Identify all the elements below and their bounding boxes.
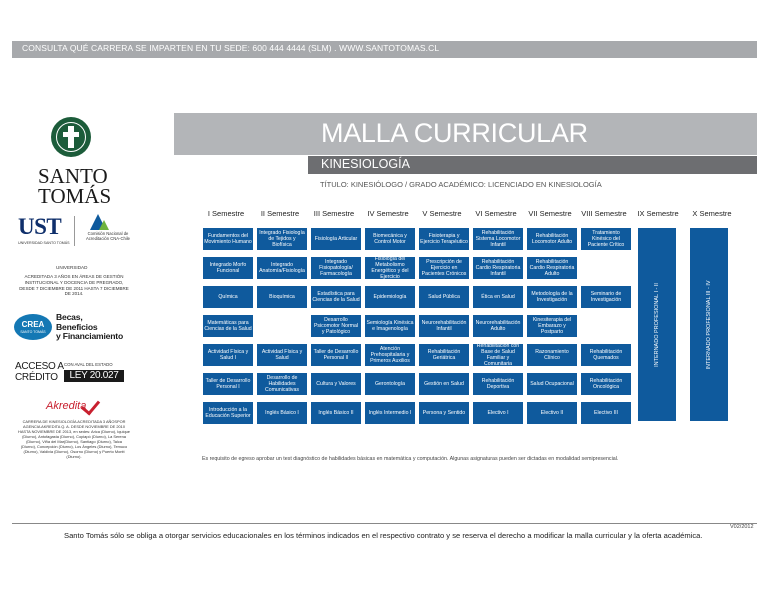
course-box: Neurorehabilitación Infantil xyxy=(419,315,469,337)
course-box: Rehabilitación Cardio Respiratoria Adulto xyxy=(527,257,577,279)
footer-divider xyxy=(12,523,757,524)
becas-line: Beneficios xyxy=(56,321,98,332)
course-box: Rehabilitación con Base de Salud Familiar y Comunitaria xyxy=(473,344,523,366)
acceso-line: CRÉDITO xyxy=(15,372,58,383)
crea-text: CREA xyxy=(21,320,45,329)
cna-name: Comisión Nacional de Acreditación CNA-Chile xyxy=(86,231,130,241)
course-box: Cultura y Valores xyxy=(311,373,361,395)
internship-label: INTERNADO PROFESIONAL I - II xyxy=(654,282,660,367)
course-box: Desarrollo Psicomotor Normal y Patológico xyxy=(311,315,361,337)
crea-logo xyxy=(14,314,52,340)
santo-tomas-seal-icon xyxy=(51,117,91,157)
course-box: Integrado Morfo Funcional xyxy=(203,257,253,279)
becas-line: Becas, xyxy=(56,312,83,322)
course-box: Fisiología Articular xyxy=(311,228,361,250)
akredita-logo: Akredita xyxy=(46,400,87,412)
ust-logo: UST xyxy=(18,214,62,239)
course-box: Inglés Básico I xyxy=(257,402,307,424)
course-box: Integrado Fisiopatología/ Farmacología xyxy=(311,257,361,279)
course-box: Prescripción de Ejercicio en Pacientes Crónicos xyxy=(419,257,469,279)
course-box: Desarrollo de Habilidades Comunicativas xyxy=(257,373,307,395)
course-box: Gestión en Salud xyxy=(419,373,469,395)
semester-header: VIII Semestre xyxy=(581,209,627,218)
course-box: Semiología Kinésica e Imagenología xyxy=(365,315,415,337)
course-box: Tratamiento Kinésico del Paciente Crítico xyxy=(581,228,631,250)
course-box: Seminario de Investigación xyxy=(581,286,631,308)
semester-header: III Semestre xyxy=(313,209,355,218)
course-box: Metodología de la Investigación xyxy=(527,286,577,308)
course-box: Rehabilitación Oncológica xyxy=(581,373,631,395)
semester-header: X Semestre xyxy=(692,209,732,218)
course-box: Rehabilitación Cardio Respiratoria Infantil xyxy=(473,257,523,279)
course-box: Integrado Fisiología de Tejidos y Biofísica xyxy=(257,228,307,250)
aval-text: CON AVAL DEL ESTADO xyxy=(64,362,113,367)
course-box: Rehabilitación Locomotor Adulto xyxy=(527,228,577,250)
ley-badge: LEY 20.027 xyxy=(64,370,124,382)
course-box: Kinesiterapia del Embarazo y Postparto xyxy=(527,315,577,337)
course-box: Taller de Desarrollo Personal II xyxy=(311,344,361,366)
brand-name-line1: SANTO xyxy=(38,164,108,188)
semester-header: VI Semestre xyxy=(475,209,517,218)
title-bar xyxy=(174,113,757,155)
course-box: Electivo II xyxy=(527,402,577,424)
ust-subtitle: UNIVERSIDAD SANTO TOMÁS xyxy=(18,241,70,245)
university-label: UNIVERSIDAD xyxy=(56,265,88,270)
course-box: Electivo I xyxy=(473,402,523,424)
course-box: Rehabilitación Geriátrica xyxy=(419,344,469,366)
course-box: Inglés Básico II xyxy=(311,402,361,424)
semester-header: V Semestre xyxy=(422,209,462,218)
internship-block xyxy=(638,228,676,421)
becas-line: y Financiamiento xyxy=(56,331,123,341)
course-box: Gerontología xyxy=(365,373,415,395)
logo-divider xyxy=(74,216,75,246)
career-name: KINESIOLOGÍA xyxy=(321,157,410,171)
course-box: Integrado Anatomía/Fisiología xyxy=(257,257,307,279)
becas-heading xyxy=(56,313,123,342)
course-box: Fisioterapia y Ejercicio Terapéutico xyxy=(419,228,469,250)
page-title: MALLA CURRICULAR xyxy=(321,118,588,148)
internship-label: INTERNADO PROFESIONAL III - IV xyxy=(706,279,712,370)
course-box: Salud Pública xyxy=(419,286,469,308)
course-box: Rehabilitación Sistema Locomotor Infantil xyxy=(473,228,523,250)
brand-name-line2: TOMÁS xyxy=(38,184,112,208)
course-box: Taller de Desarrollo Personal I xyxy=(203,373,253,395)
course-box: Inglés Intermedio I xyxy=(365,402,415,424)
course-box: Rehabilitación Quemados xyxy=(581,344,631,366)
degree-text: TÍTULO: KINESIÓLOGO / GRADO ACADÉMICO: LICENCIADO EN KINESIOLOGÍA xyxy=(320,180,602,189)
course-box: Actividad Física y Salud I xyxy=(203,344,253,366)
course-box: Persona y Sentido xyxy=(419,402,469,424)
acceso-line: ACCESO A xyxy=(15,361,64,372)
course-box: Fisiología del Metabolismo Energético y del Ejercicio xyxy=(365,257,415,279)
course-box: Biomecánica y Control Motor xyxy=(365,228,415,250)
contact-text: CONSULTA QUÉ CARRERA SE IMPARTEN EN TU SEDE: 600 444 4444 (SLM) . WWW.SANTOTOMAS.CL xyxy=(22,43,440,53)
course-box: Matemáticas para Ciencias de la Salud xyxy=(203,315,253,337)
course-box: Atención Prehospitalaria y Primeros Auxilios xyxy=(365,344,415,366)
check-icon xyxy=(81,395,100,415)
course-box: Estadística para Ciencias de la Salud xyxy=(311,286,361,308)
semester-header: VII Semestre xyxy=(528,209,572,218)
course-box: Rehabilitación Deportiva xyxy=(473,373,523,395)
legal-disclaimer: Santo Tomás sólo se obliga a otorgar servicios educacionales en los términos indicados en el respectivo contrato y se reserva el derecho a modificar la malla curricular y la oferta académica. xyxy=(64,531,703,540)
course-box: Neurorehabilitación Adulto xyxy=(473,315,523,337)
course-box: Epidemiología xyxy=(365,286,415,308)
semester-header: IX Semestre xyxy=(637,209,679,218)
course-box: Bioquímica xyxy=(257,286,307,308)
acceso-credito xyxy=(15,361,64,383)
semester-header: IV Semestre xyxy=(367,209,409,218)
course-box: Electivo III xyxy=(581,402,631,424)
semester-header: I Semestre xyxy=(207,209,245,218)
career-accreditation: CARRERA DE KINESIOLOGÍA ACREDITADA 3 AÑOSPOR AGENCIA AKREDITA Q. A. DESDE NOVIEMBRE DE 2010 HASTA NOVIEMBRE DE 2013, en sedes: Arica (Diurno), Iquique (Diurno), Antofagasta (Diurno), Copiapó (Diurno), La Serena (Diurno), Viña del Mar(Diurno), Santiago (Diurno), Talca (Diurno), Concepción (Diurno), Los Ángeles (Diurno), Temuco (Diurno), Valdivia (Diurno), Osorno (Diurno) y Puerto Montt (Diurno). xyxy=(18,419,130,459)
course-box: Introducción a la Educación Superior xyxy=(203,402,253,424)
institution-accreditation: ACREDITADA 3 AÑOS EN ÁREAS DE GESTIÓN INSTITUCIONAL Y DOCENCIA DE PREGRADO, DESDE 7 DICIEMBRE DE 2011 HASTA 7 DICIEMBRE DE 2014. xyxy=(19,274,129,297)
course-box: Actividad Física y Salud xyxy=(257,344,307,366)
career-bar xyxy=(308,156,757,174)
requirement-note: Es requisito de egreso aprobar un test diagnóstico de habilidades básicas en matemática y computación. Algunas asignaturas pueden ser dictadas en modalidad semipresencial. xyxy=(202,456,619,462)
crea-subtext: SANTO TOMÁS xyxy=(20,330,46,334)
semester-header: II Semestre xyxy=(260,209,300,218)
version-code: V02/2012 xyxy=(730,524,754,530)
course-box: Razonamiento Clínico xyxy=(527,344,577,366)
course-box: Fundamentos del Movimiento Humano xyxy=(203,228,253,250)
internship-block xyxy=(690,228,728,421)
course-box: Ética en Salud xyxy=(473,286,523,308)
course-box: Salud Ocupacional xyxy=(527,373,577,395)
cna-logo-accent-icon xyxy=(99,220,109,230)
contact-bar xyxy=(12,41,757,58)
course-box: Química xyxy=(203,286,253,308)
